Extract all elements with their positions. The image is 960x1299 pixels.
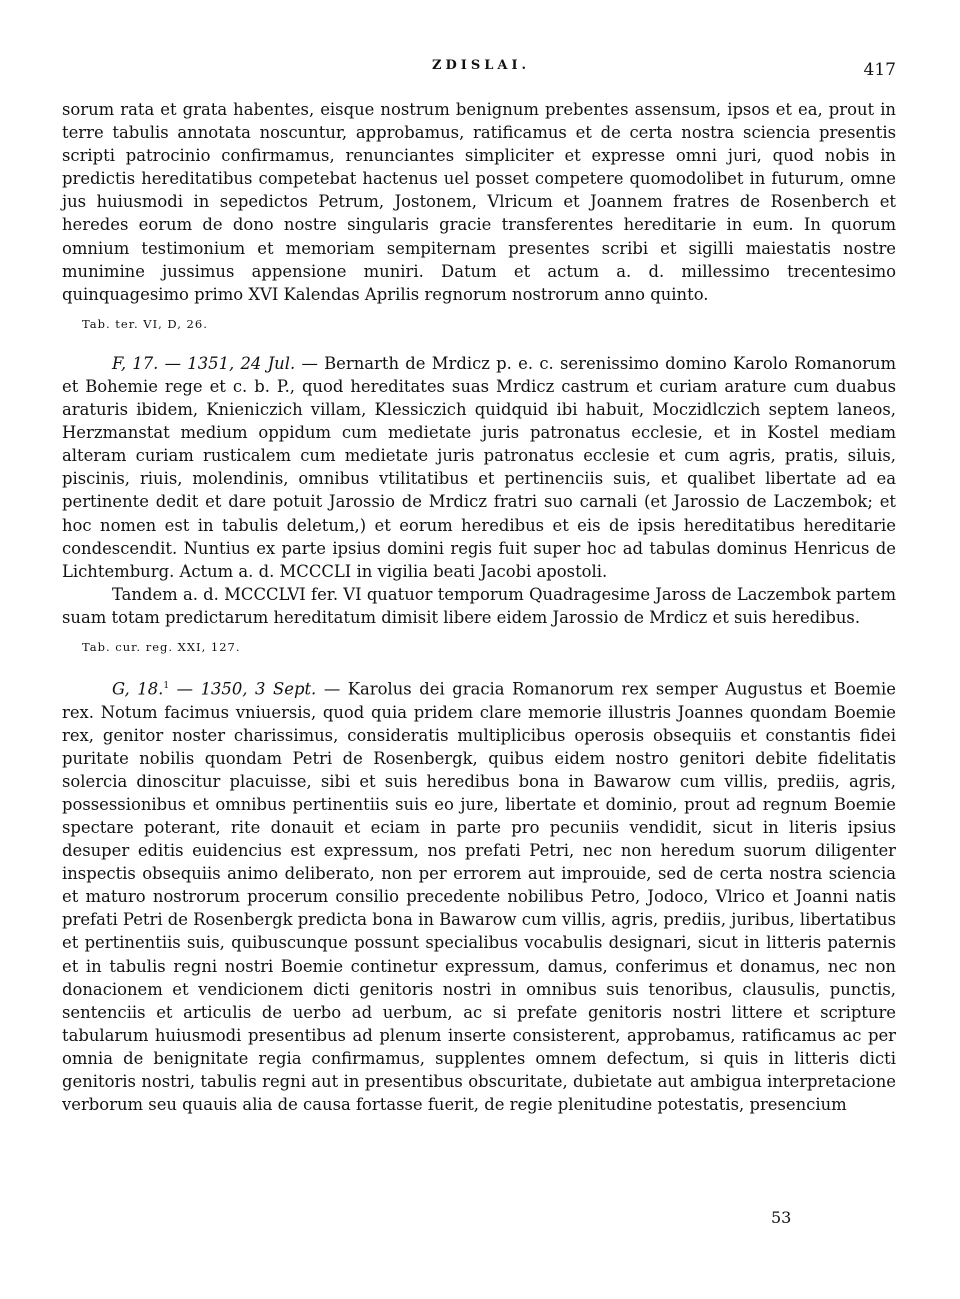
signature-mark: 53 (771, 1208, 792, 1227)
document-page (62, 58, 896, 1116)
entry-f-head: F, 17. — 1351, 24 Jul. (112, 353, 296, 373)
page-number: 417 (863, 60, 896, 80)
running-head: ZDISLAI. (432, 58, 531, 73)
entry-g-date: — 1350, 3 Sept. (169, 679, 317, 699)
entry-f-body: — Bernarth de Mrdicz p. e. c. serenissimo domino Karolo Romanorum et Bohemie rege et c. b. P., quod hereditates suas Mrdicz castrum et curiam arature cum duabus araturis ibidem, Knieniczich villam, Klessiczich quidquid ibi habuit, Moczidlczich septem laneos, Herzmanstat medium oppidum cum medietate juris patronatus ecclesie, et in Kostel mediam alteram curiam rusticalem cum medietate juris patronatus ecclesie et cum agris, pratis, siluis, piscinis, riuis, molendinis, omnibus vtilitatibus et pertinenciis suis, et qualibet libertate ad ea pertinente dedit et dare potuit Jarossio de Mrdicz fratri suo carnali (et Jarossio de Laczembok; et hoc nomen est in tabulis deletum,) et eorum heredibus et eis de ipsis hereditatibus hereditarie condescendit. Nuntius ex parte ipsius domini regis fuit super hoc ad tabulas dominus Henricus de Lichtemburg. Actum a. d. MCCCLI in vigilia beati Jacobi apostoli. (62, 353, 896, 581)
entry-g-head: G, 18. (112, 679, 164, 699)
entry-f-tandem: Tandem a. d. MCCCLVI fer. VI quatuor temporum Quadragesime Jaross de Laczembok partem suam totam predictarum hereditatum dimisit libere eidem Jarossio de Mrdicz et suis heredibus. (62, 584, 896, 627)
entry-f (62, 352, 896, 583)
entry-g (62, 675, 896, 1116)
footnote-marker: 1 (163, 680, 170, 691)
source-reference: Tab. cur. reg. XXI, 127. (82, 639, 241, 654)
page-header (62, 58, 896, 98)
page-footer (0, 1208, 960, 1238)
source-reference: Tab. ter. VI, D, 26. (82, 316, 208, 331)
entry-g-body: — Karolus dei gracia Romanorum rex semper Augustus et Boemie rex. Notum facimus vniuersis, quod quia pridem clare memorie illustris Joannes quondam Boemie rex, genitor noster charissimus, consideratis multiplicibus operosis obsequiis et constantis fidei puritate nobilis quondam Petri de Rosenbergk, quibus eidem nostro genitori debite fidelitatis solercia dinoscitur placuisse, sibi et suis heredibus bona in Bawarow cum villis, prediis, agris, possessionibus et omnibus pertinentiis suis eo jure, libertate et dominio, prout ad regnum Boemie spectare poterant, rite donauit et eciam in parte pro pecuniis vendidit, sicut in literis ipsius desuper editis euidencius est expressum, nos prefati Petri, nec non heredum suorum diligenter inspectis obsequiis animo deliberato, non per errorem aut improuide, sed de certa nostra sciencia et maturo nostrorum procerum consilio precedente nobilibus Petro, Jodoco, Vlrico et Joanni natis prefati Petri de Rosenbergk predicta bona in Bawarow cum villis, agris, prediis, juribus, libertatibus et pertinentiis suis, quibuscunque possunt specialibus vocabulis designari, sicut in litteris paternis et in tabulis regni nostri Boemie continetur expressum, damus, conferimus et donamus, nec non donacionem et vendicionem dicti genitoris nostri in omnibus suis tenoribus, clausulis, punctis, sentenciis et articulis de uerbo ad uerbum, ac si prefate genitoris nostri littere et scripture tabularum huiusmodi presentibus ad plenum inserte consisterent, approbamus, ratificamus ac per omnia de benignitate regia confirmamus, supplentes omnem defectum, si quis in litteris dicti genitoris nostri, tabulis regni aut in presentibus obscuritate, dubietate aut ambigua interpretacione verborum seu quauis alia de causa fortasse fuerit, de regie plenitudine potestatis, presencium (62, 679, 897, 1115)
paragraph-continuation: sorum rata et grata habentes, eisque nostrum benignum prebentes assensum, ipsos et ea, prout in terre tabulis annotata noscuntur, approbamus, ratificamus et de certa nostra sciencia presentis scripti patrocinio confirmamus, renunciantes simpliciter et expresse omni juri, quod nobis in predictis hereditatibus competebat hactenus uel posset competere quomodolibet in futurum, omne jus huiusmodi in sepedictos Petrum, Jostonem, Vlricum et Joannem fratres de Rosenberch et heredes eorum de dono nostre singularis gracie transferentes hereditarie in eum. In quorum omnium testimonium et memoriam sempiternam presentes scribi et sigilli maiestatis nostre munimine jussimus appensione muniri. Datum et actum a. d. millessimo trecentesimo quinquagesimo primo XVI Kalendas Aprilis regnorum nostrorum anno quinto. (62, 100, 896, 304)
